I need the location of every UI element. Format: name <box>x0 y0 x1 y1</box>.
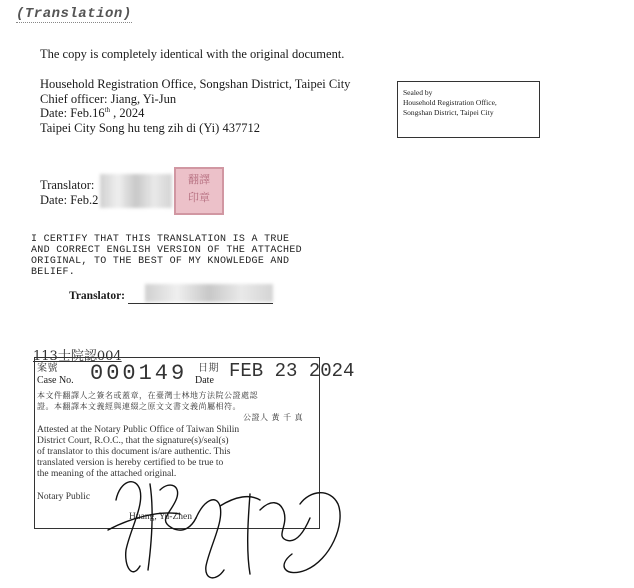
notary-en-line2: District Court, R.O.C., that the signature(s)/seal(s) <box>37 436 229 446</box>
office-name: Household Registration Office, Songshan District, Taipei City <box>40 77 351 91</box>
notary-en-line3: of translator to this document is/are authentic. This <box>37 447 231 457</box>
notary-name: Huang, Yu-Zhen <box>129 512 192 522</box>
red-seal-line1: 翻譯 <box>188 173 210 186</box>
date-label-en: Date <box>195 375 214 386</box>
notary-signature <box>100 470 360 588</box>
notary-role: Notary Public <box>37 492 91 502</box>
chief-officer: Chief officer: Jiang, Yi-Jun <box>40 92 177 106</box>
certify-line1: I CERTIFY THAT THIS TRANSLATION IS A TRUE <box>31 234 290 245</box>
office-reference: Taipei City Song hu teng zih di (Yi) 437712 <box>40 121 260 135</box>
certify-line4: BELIEF. <box>31 267 76 278</box>
notary-cn-line2: 證。本翻譯本文義經與連綴之原文文書文義尚屬相符。 <box>37 402 241 411</box>
identical-note: The copy is completely identical with the original document. <box>40 47 345 61</box>
notary-en-line5: the meaning of the attached original. <box>37 469 177 479</box>
translator-label: Translator: <box>40 178 95 192</box>
date-label-cn: 日期 <box>198 363 219 374</box>
redacted-translator-name <box>100 174 172 208</box>
office-date-prefix: Date: Feb.16 <box>40 106 105 121</box>
seal-box-line2: Household Registration Office, <box>403 98 497 107</box>
case-number: 000149 <box>90 361 188 386</box>
office-date <box>40 106 144 121</box>
seal-box-line1: Sealed by <box>403 88 433 97</box>
translator-sign-label: Translator: <box>69 290 126 302</box>
redacted-translator-signature <box>145 284 273 302</box>
certify-line3: ORIGINAL, TO THE BEST OF MY KNOWLEDGE AND <box>31 256 290 267</box>
handwritten-case-number: 113士院認004 <box>33 349 122 364</box>
certification-statement <box>31 234 302 278</box>
office-date-suffix: , 2024 <box>110 106 145 121</box>
certify-line2: AND CORRECT ENGLISH VERSION OF THE ATTACHED <box>31 245 302 256</box>
seal-box <box>397 81 540 138</box>
notary-cn-line1: 本文件翻譯人之簽名或蓋章，在臺灣士林地方法院公證處認 <box>37 391 258 400</box>
translation-stamp-header: (Translation) <box>16 6 132 22</box>
notary-cn-line3: 公證人 黃 千 真 <box>243 413 304 422</box>
translator-red-seal <box>174 167 224 215</box>
case-label-en: Case No. <box>37 375 74 386</box>
translator-signature-line <box>128 303 273 304</box>
office-date-sup: th <box>104 106 111 114</box>
notary-date: FEB 23 2024 <box>229 360 355 382</box>
notary-en-line4: translated version is hereby certified to be true to <box>37 458 224 468</box>
notary-en-line1: Attested at the Notary Public Office of Taiwan Shilin <box>37 425 240 435</box>
case-label-cn: 案號 <box>37 363 58 374</box>
seal-box-line3: Songshan District, Taipei City <box>403 108 494 117</box>
red-seal-line2: 印章 <box>188 191 210 204</box>
translator-date: Date: Feb.2 <box>40 193 99 207</box>
